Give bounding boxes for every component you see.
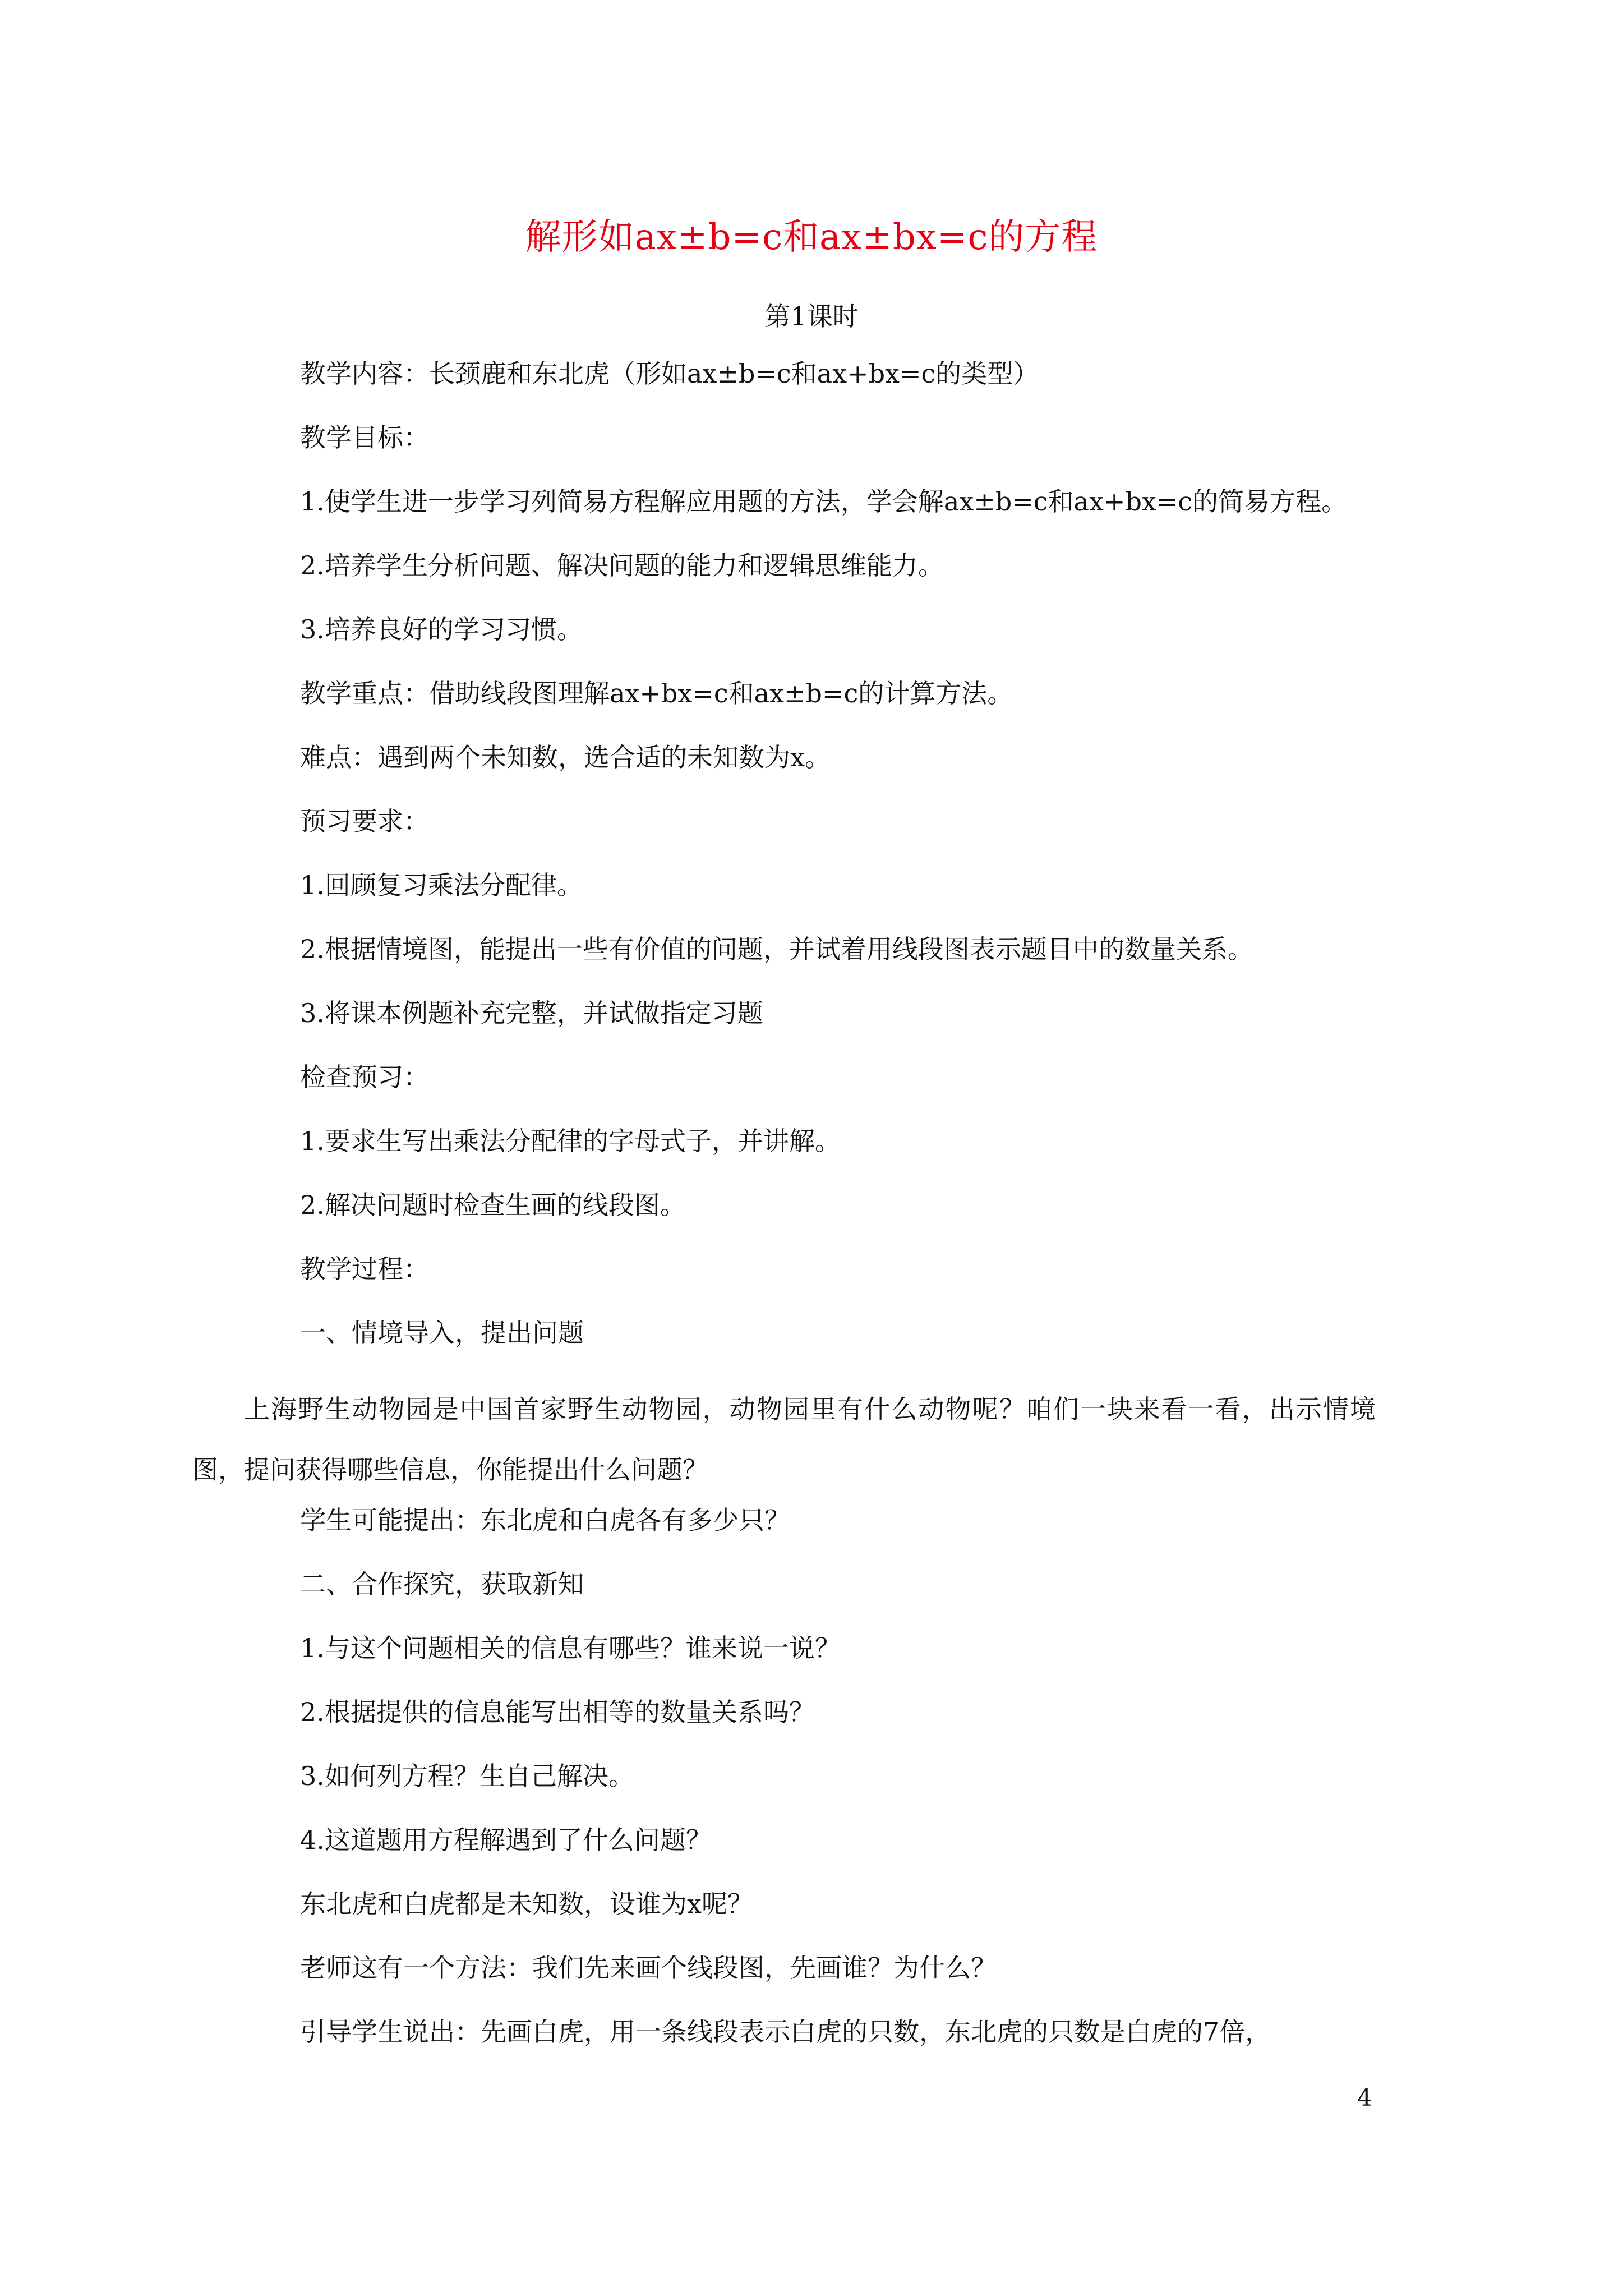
paragraph-goal-1: 1.使学生进一步学习列简易方程解应用题的方法，学会解ax±b=c和ax+bx=c的简易方程。 — [300, 486, 1348, 517]
paragraph-section-1-heading: 一、情境导入，提出问题 — [300, 1318, 584, 1348]
paragraph-preview-1: 1.回顾复习乘法分配律。 — [300, 870, 583, 900]
paragraph-process-heading: 教学过程： — [300, 1254, 429, 1284]
paragraph-student-question: 学生可能提出：东北虎和白虎各有多少只？ — [300, 1505, 790, 1535]
paragraph-teacher-method: 老师这有一个方法：我们先来画个线段图，先画谁？为什么？ — [300, 1953, 997, 1983]
paragraph-teaching-content: 教学内容：长颈鹿和东北虎（形如ax±b=c和ax+bx=c的类型） — [300, 358, 1039, 389]
paragraph-step-1: 1.与这个问题相关的信息有哪些？谁来说一说？ — [300, 1633, 841, 1663]
paragraph-goal-2: 2.培养学生分析问题、解决问题的能力和逻辑思维能力。 — [300, 550, 944, 581]
paragraph-section-2-heading: 二、合作探究，获取新知 — [300, 1569, 584, 1599]
paragraph-step-4: 4.这道题用方程解遇到了什么问题？ — [300, 1825, 712, 1855]
page-number: 4 — [1357, 2084, 1372, 2111]
paragraph-difficulty: 难点：遇到两个未知数，选合适的未知数为x。 — [300, 742, 831, 772]
document-title: 解形如ax±b=c和ax±bx=c的方程 — [525, 217, 1098, 258]
paragraph-goal-3: 3.培养良好的学习习惯。 — [300, 614, 583, 645]
paragraph-guide-students: 引导学生说出：先画白虎，用一条线段表示白虎的只数，东北虎的只数是白虎的7倍， — [300, 2017, 1271, 2047]
paragraph-teaching-goals-heading: 教学目标： — [300, 422, 429, 453]
paragraph-unknowns: 东北虎和白虎都是未知数，设谁为x呢？ — [300, 1889, 753, 1919]
paragraph-zoo-intro: 上海野生动物园是中国首家野生动物园，动物园里有什么动物呢？咱们一块来看一看，出示情境图，提问获得哪些信息，你能提出什么问题？ — [192, 1394, 1376, 1485]
paragraph-preview-heading: 预习要求： — [300, 806, 429, 836]
paragraph-preview-3: 3.将课本例题补充完整，并试做指定习题 — [300, 998, 763, 1028]
paragraph-check-heading: 检查预习： — [300, 1062, 429, 1092]
paragraph-step-2: 2.根据提供的信息能写出相等的数量关系吗？ — [300, 1697, 815, 1727]
paragraph-check-1: 1.要求生写出乘法分配律的字母式子，并讲解。 — [300, 1126, 841, 1156]
lesson-subtitle: 第1课时 — [764, 301, 859, 332]
paragraph-preview-2: 2.根据情境图，能提出一些有价值的问题，并试着用线段图表示题目中的数量关系。 — [300, 934, 1253, 964]
paragraph-step-3: 3.如何列方程？生自己解决。 — [300, 1761, 634, 1791]
paragraph-check-2: 2.解决问题时检查生画的线段图。 — [300, 1190, 686, 1220]
paragraph-key-point: 教学重点：借助线段图理解ax+bx=c和ax±b=c的计算方法。 — [300, 678, 1013, 708]
